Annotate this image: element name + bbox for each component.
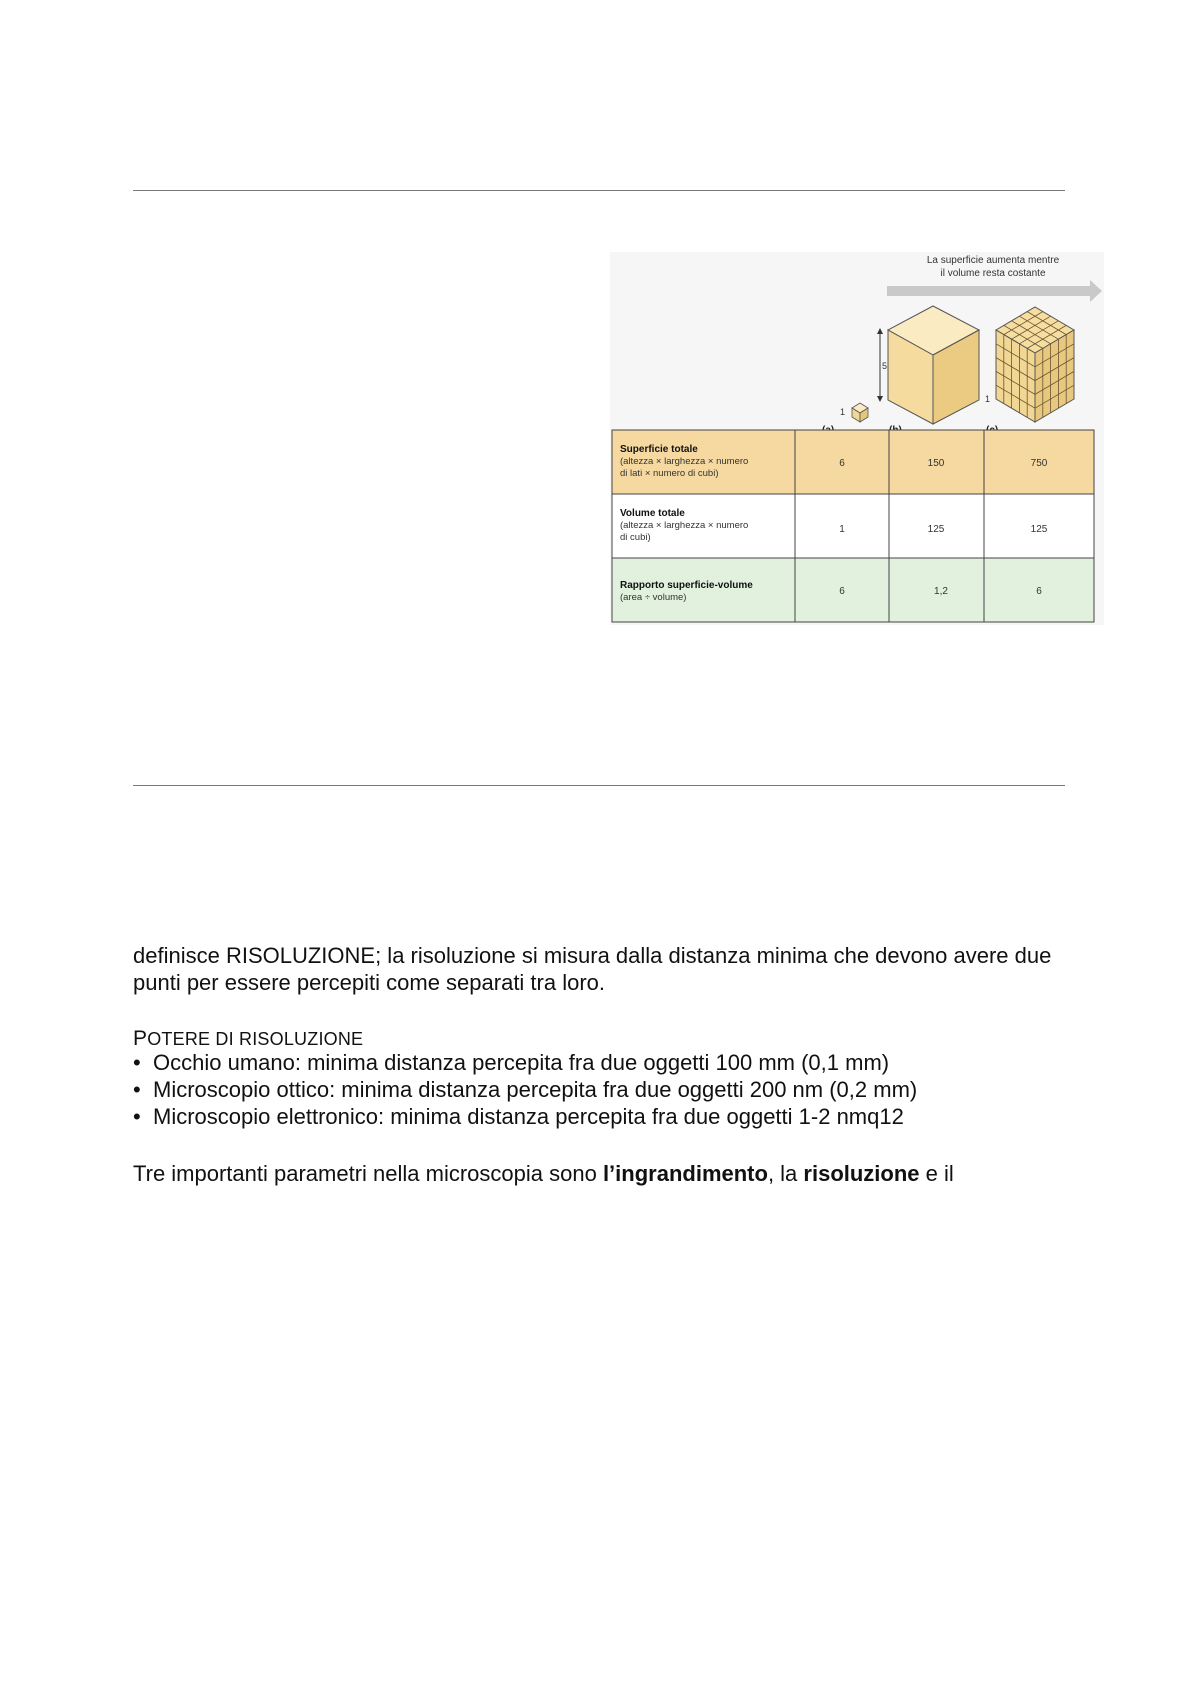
row-surface-title: Superficie totale (620, 444, 698, 455)
resolution-paragraph: definisce RISOLUZIONE; la risoluzione si misura dalla distanza minima che devono avere due punti per essere percepiti come separati tra loro. (133, 943, 1052, 995)
magnification-term: l’ingrandimento (602, 1161, 768, 1186)
row-volume-value-a: 1 (839, 524, 845, 535)
cube-b-icon (888, 306, 979, 424)
cube-a-icon (852, 403, 868, 422)
row-ratio-value-c: 6 (1036, 586, 1042, 597)
row-volume-desc2: di cubi) (620, 532, 651, 543)
side-a-label: 1 (840, 407, 846, 417)
row-ratio-title: Rapporto superficie-volume (620, 580, 753, 591)
resolution-list (133, 1049, 917, 1130)
resolution-term: risoluzione (803, 1161, 920, 1186)
para2-part2: , la (767, 1161, 804, 1186)
heading-rest1: OTERE DI (147, 1029, 240, 1049)
row-volume-title: Volume totale (620, 508, 685, 519)
row-surface-value-b: 150 (927, 458, 945, 469)
middle-divider (133, 785, 1065, 786)
row-surface-desc2: di lati × numero di cubi) (620, 468, 719, 479)
row-surface-desc1: (altezza × larghezza × numero (620, 456, 749, 467)
row-surface-value-c: 750 (1030, 458, 1048, 469)
cube-c-icon (996, 307, 1074, 422)
heading-rest2: RISOLUZIONE (239, 1029, 364, 1049)
side-c-label: 1 (985, 394, 991, 404)
surface-volume-figure (610, 252, 1104, 625)
right-arrow-icon (887, 280, 1102, 302)
para2-part3: e il (919, 1161, 954, 1186)
row-ratio-desc1: (area ÷ volume) (620, 592, 687, 603)
row-volume-value-b: 125 (927, 524, 945, 535)
row-ratio-value-b: 1,2 (934, 586, 948, 597)
row-ratio-value-a: 6 (839, 586, 845, 597)
list-item: • Microscopio ottico: minima distanza percepita fra due oggetti 200 nm (0,2 mm) (133, 1076, 917, 1103)
row-volume-desc1: (altezza × larghezza × numero (620, 520, 749, 531)
side-b-label: 5 (882, 361, 888, 371)
para2-part1: Tre importanti parametri nella microscopia sono (133, 1161, 603, 1186)
arrow-caption-line2: il volume resta costante (940, 268, 1046, 279)
list-item: • Microscopio elettronico: minima distanza percepita fra due oggetti 1-2 nmq12 (133, 1103, 917, 1130)
parameters-paragraph (133, 1160, 954, 1187)
list-item: • Occhio umano: minima distanza percepita fra due oggetti 100 mm (0,1 mm) (133, 1049, 917, 1076)
row-surface-value-a: 6 (839, 458, 845, 469)
heading-initial: P (133, 1027, 148, 1050)
row-volume-value-c: 125 (1030, 524, 1048, 535)
data-table (612, 430, 1094, 622)
arrow-caption-line1: La superficie aumenta mentre (926, 255, 1060, 266)
top-divider (133, 190, 1065, 191)
